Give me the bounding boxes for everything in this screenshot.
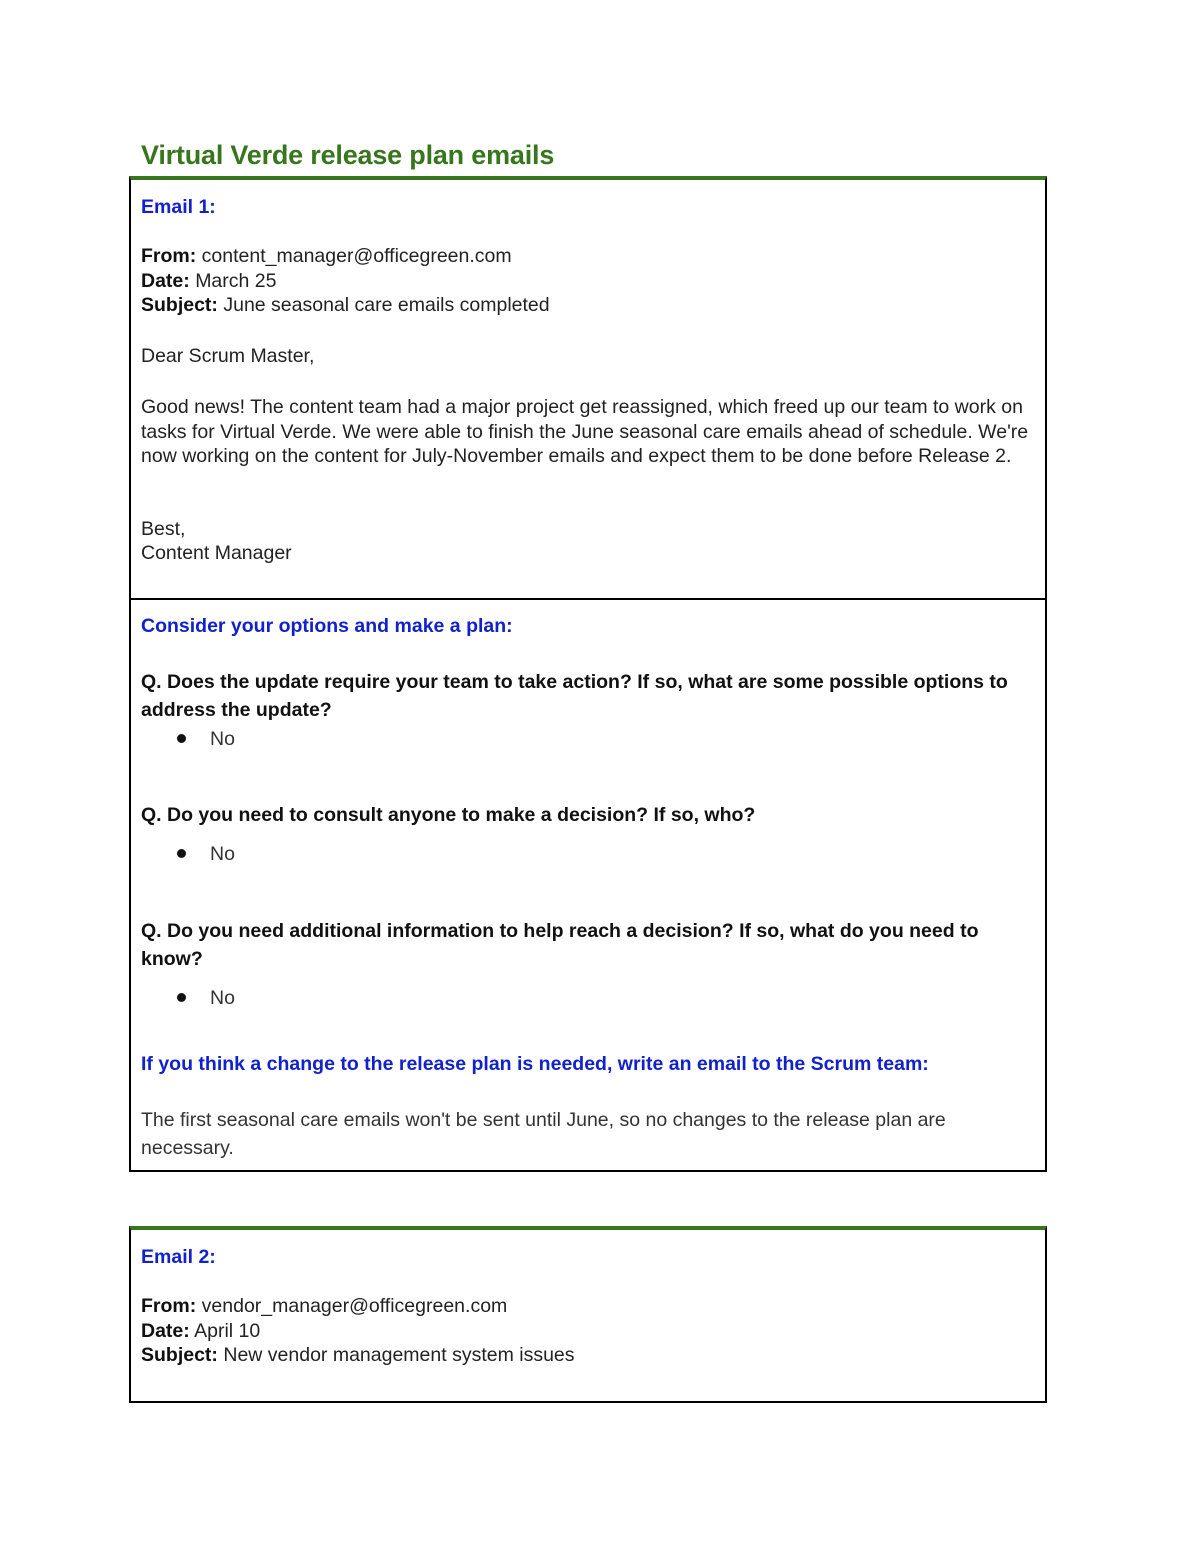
- subject-value: New vendor management system issues: [223, 1344, 575, 1366]
- email-2-from: [141, 1295, 507, 1318]
- date-value: April 10: [194, 1320, 261, 1342]
- email-1-subject: [141, 294, 550, 317]
- from-label: From:: [141, 245, 197, 267]
- email-1-date: [141, 270, 276, 293]
- subject-label: Subject:: [141, 294, 218, 316]
- answer-2: [177, 843, 235, 866]
- email-1-signature: Content Manager: [141, 542, 292, 564]
- email-2-card: [129, 1226, 1047, 1403]
- subject-value: June seasonal care emails completed: [223, 294, 550, 316]
- email-1-card: [129, 176, 1047, 1172]
- subject-label: Subject:: [141, 1344, 218, 1366]
- from-label: From:: [141, 1295, 197, 1317]
- email-1-closing: Best,: [141, 518, 186, 540]
- email-2-heading: Email 2:: [141, 1246, 216, 1268]
- email-2-date: [141, 1320, 260, 1343]
- page-title: Virtual Verde release plan emails: [141, 140, 555, 170]
- answer-1: [177, 728, 235, 751]
- question-3: Q. Do you need additional information to help reach a decision? If so, what do you need to know?: [141, 920, 979, 970]
- change-heading: If you think a change to the release plan is needed, write an email to the Scrum team:: [141, 1053, 929, 1075]
- question-1: Q. Does the update require your team to take action? If so, what are some possible options to address the update?: [141, 671, 1008, 721]
- email-1-heading: Email 1:: [141, 196, 216, 218]
- from-value: vendor_manager@officegreen.com: [201, 1295, 508, 1317]
- date-label: Date:: [141, 270, 190, 292]
- question-2: Q. Do you need to consult anyone to make a decision? If so, who?: [141, 804, 756, 826]
- answer-1-text: No: [210, 728, 235, 750]
- email-1-greeting: Dear Scrum Master,: [141, 345, 315, 367]
- date-value: March 25: [195, 270, 277, 292]
- bullet-icon: [177, 849, 186, 858]
- plan-response: The first seasonal care emails won't be sent until June, so no changes to the release plan are necessary.: [141, 1109, 946, 1159]
- answer-2-text: No: [210, 843, 235, 865]
- plan-heading: Consider your options and make a plan:: [141, 615, 513, 637]
- email-1-from: [141, 245, 512, 268]
- answer-3: [177, 987, 235, 1010]
- email-1-body: Good news! The content team had a major project get reassigned, which freed up our team to work on tasks for Virtual Verde. We were able to finish the June seasonal care emails ahead of schedule. We're now working on the content for July-November emails and expect them to be done before Release 2.: [141, 396, 1029, 467]
- email-2-subject: [141, 1344, 575, 1367]
- section-divider: [131, 598, 1045, 600]
- from-value: content_manager@officegreen.com: [201, 245, 512, 267]
- date-label: Date:: [141, 1320, 190, 1342]
- bullet-icon: [177, 993, 186, 1002]
- bullet-icon: [177, 734, 186, 743]
- answer-3-text: No: [210, 987, 235, 1009]
